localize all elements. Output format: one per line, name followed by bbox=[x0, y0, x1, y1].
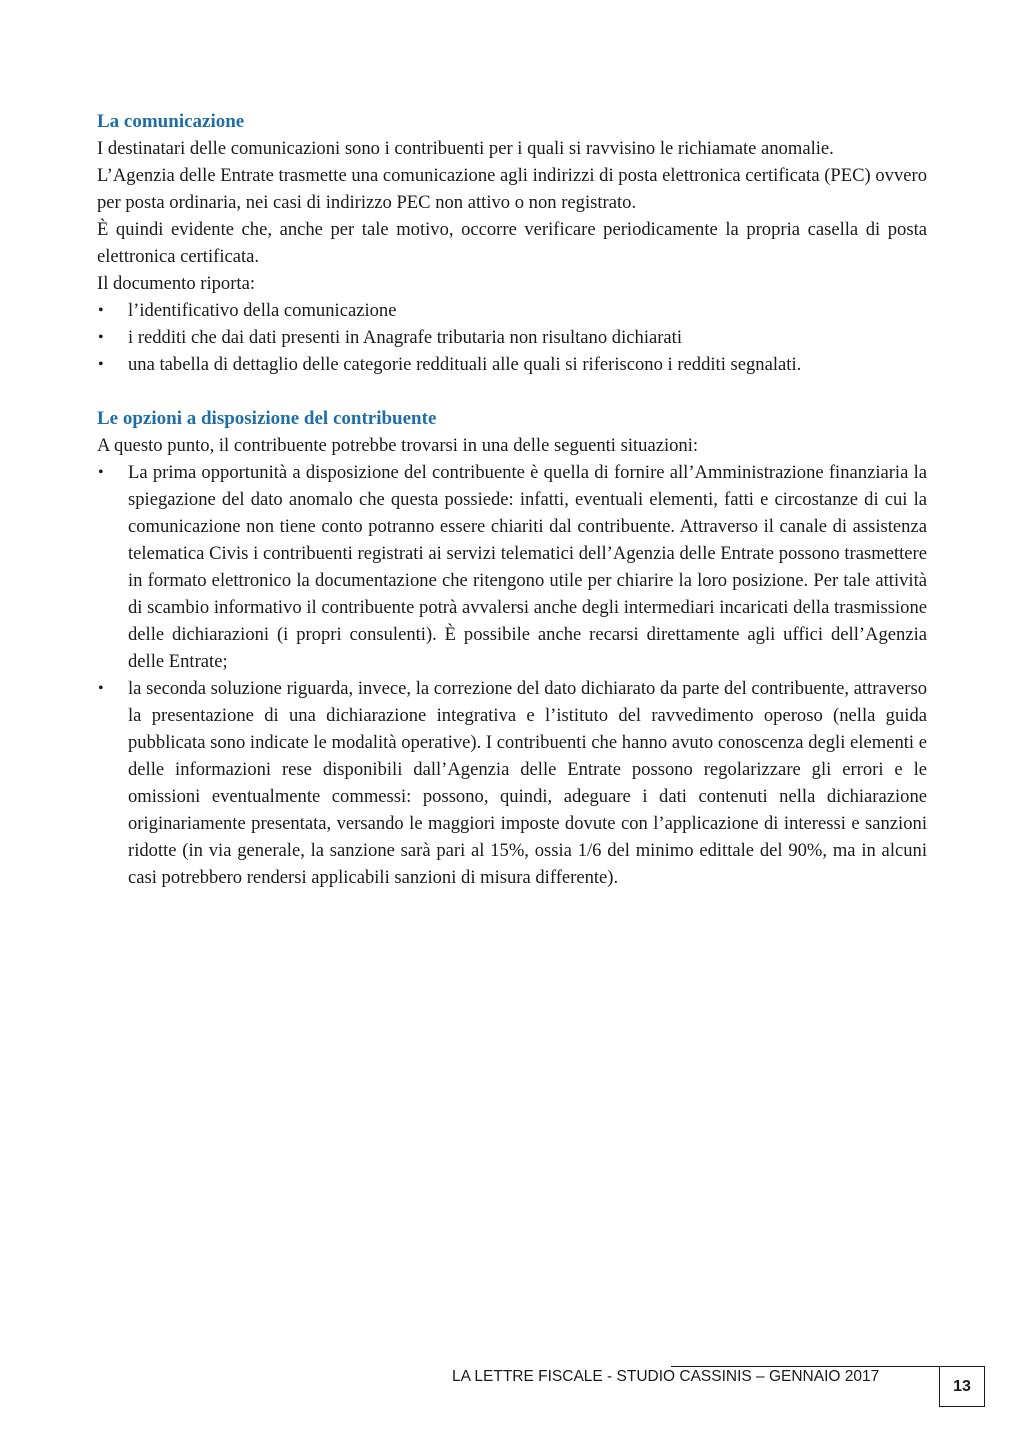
list-item bbox=[97, 324, 927, 351]
bullet-icon: • bbox=[98, 356, 104, 373]
bullet-icon: • bbox=[98, 680, 104, 697]
bullet-icon: • bbox=[98, 302, 104, 319]
list-item bbox=[97, 351, 927, 378]
list-item-text: una tabella di dettaglio delle categorie reddituali alle quali si riferiscono i redditi segnalati. bbox=[128, 354, 802, 375]
bullet-list bbox=[97, 297, 927, 378]
section-heading-opzioni: Le opzioni a disposizione del contribuente bbox=[97, 408, 437, 429]
list-item-text: i redditi che dai dati presenti in Anagrafe tributaria non risultano dichiarati bbox=[128, 327, 683, 348]
page-number: 13 bbox=[939, 1366, 985, 1407]
paragraph: L’Agenzia delle Entrate trasmette una comunicazione agli indirizzi di posta elettronica certificata (PEC) ovvero per posta ordinaria, nei casi di indirizzo PEC non attivo o non registrato. bbox=[97, 165, 928, 213]
bullet-icon: • bbox=[98, 329, 104, 346]
list-item bbox=[97, 459, 927, 675]
footer-rule bbox=[671, 1366, 940, 1367]
bullet-icon: • bbox=[98, 464, 104, 481]
document-body bbox=[97, 108, 927, 891]
list-item-text: La prima opportunità a disposizione del contribuente è quella di fornire all’Amministrazione finanziaria la spiegazione del dato anomalo che questa possiede: infatti, eventuali elementi, fatti e circostanze di cui la comunicazione non tiene conto potranno essere chiariti dal contribuente. Attraverso il canale di assistenza telematica Civis i contribuenti registrati ai servizi telematici dell’Agenzia delle Entrate possono trasmettere in formato elettronico la documentazione che ritengono utile per chiarire la loro posizione. Per tale attività di scambio informativo il contribuente potrà avvalersi anche degli intermediari incaricati della trasmissione delle dichiarazioni (i propri consulenti). È possibile anche recarsi direttamente agli uffici dell’Agenzia delle Entrate; bbox=[128, 462, 927, 672]
paragraph: A questo punto, il contribuente potrebbe trovarsi in una delle seguenti situazioni: bbox=[97, 435, 699, 456]
list-item bbox=[97, 675, 927, 891]
bullet-list bbox=[97, 459, 927, 891]
page-footer: LA LETTRE FISCALE - STUDIO CASSINIS – GENNAIO 2017 bbox=[452, 1368, 880, 1385]
list-item bbox=[97, 297, 927, 324]
section-heading-comunicazione: La comunicazione bbox=[97, 111, 245, 132]
section-spacer bbox=[97, 378, 927, 405]
paragraph: Il documento riporta: bbox=[97, 273, 256, 294]
list-item-text: la seconda soluzione riguarda, invece, la correzione del dato dichiarato da parte del contribuente, attraverso la presentazione di una dichiarazione integrativa e l’istituto del ravvedimento operoso (nella guida pubblicata sono indicate le modalità operative). I contribuenti che hanno avuto conoscenza degli elementi e delle informazioni rese disponibili dall’Agenzia delle Entrate possono regolarizzare gli errori e le omissioni eventualmente commessi: possono, quindi, adeguare i dati contenuti nella dichiarazione originariamente presentata, versando le maggiori imposte dovute con l’applicazione di interessi e sanzioni ridotte (in via generale, la sanzione sarà pari al 15%, ossia 1/6 del minimo edittale del 90%, ma in alcuni casi potrebbero rendersi applicabili sanzioni di misura differente). bbox=[128, 678, 927, 888]
paragraph: I destinatari delle comunicazioni sono i contribuenti per i quali si ravvisino le richiamate anomalie. bbox=[97, 138, 834, 159]
paragraph: È quindi evidente che, anche per tale motivo, occorre verificare periodicamente la propria casella di posta elettronica certificata. bbox=[97, 219, 927, 267]
list-item-text: l’identificativo della comunicazione bbox=[128, 300, 397, 321]
